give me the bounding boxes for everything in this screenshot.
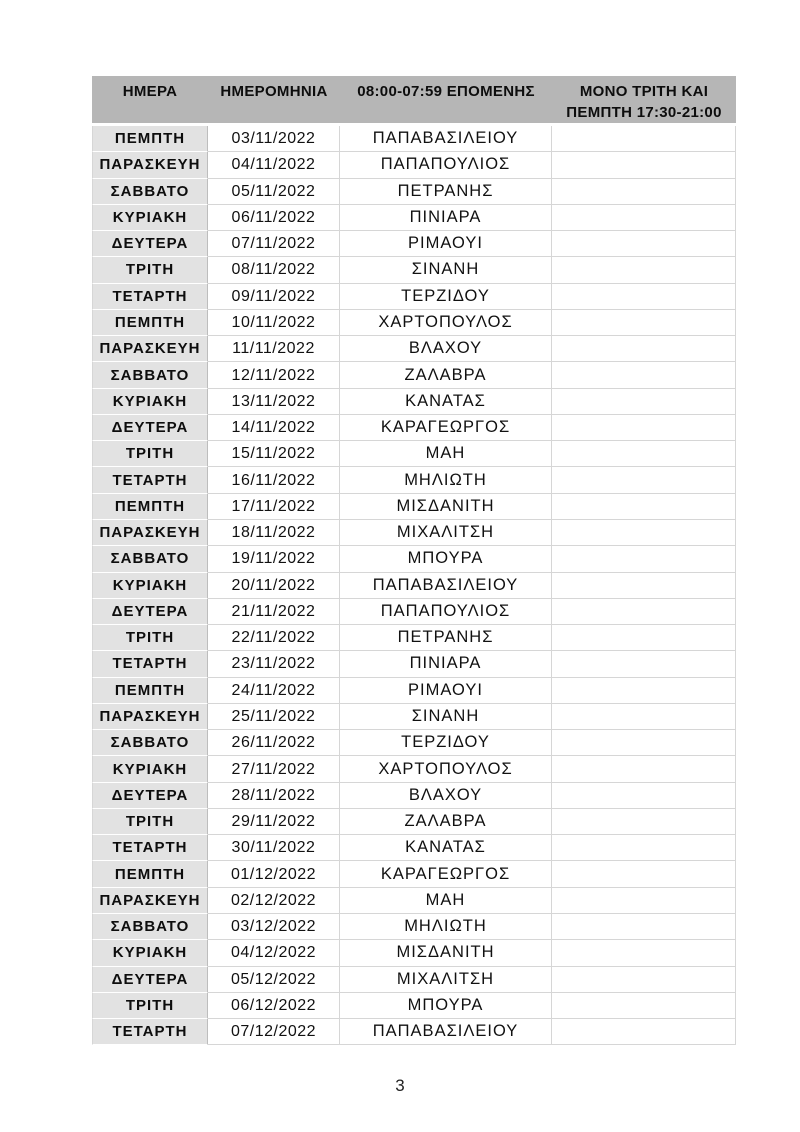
cell-day: ΠΕΜΠΤΗ [92,678,208,704]
cell-evening [552,389,736,415]
cell-name: ΠΑΠΑΠΟΥΛΙΟΣ [340,599,552,625]
cell-name: ΚΑΡΑΓΕΩΡΓΟΣ [340,415,552,441]
cell-date: 07/11/2022 [208,231,340,257]
table-row [92,310,736,336]
cell-name: ΜΠΟΥΡΑ [340,546,552,572]
table-row [92,625,736,651]
cell-name: ΚΑΡΑΓΕΩΡΓΟΣ [340,861,552,887]
cell-name: ΤΕΡΖΙΔΟΥ [340,730,552,756]
cell-evening [552,546,736,572]
cell-evening [552,678,736,704]
cell-date: 27/11/2022 [208,756,340,782]
cell-date: 07/12/2022 [208,1019,340,1045]
cell-evening [552,231,736,257]
table-row [92,599,736,625]
table-row [92,205,736,231]
cell-name: ΧΑΡΤΟΠΟΥΛΟΣ [340,310,552,336]
cell-date: 12/11/2022 [208,362,340,388]
cell-name: ΧΑΡΤΟΠΟΥΛΟΣ [340,756,552,782]
cell-evening [552,126,736,152]
cell-date: 30/11/2022 [208,835,340,861]
table-row [92,415,736,441]
column-header-day: ΗΜΕΡΑ [92,76,208,126]
cell-day: ΚΥΡΙΑΚΗ [92,756,208,782]
cell-evening [552,783,736,809]
cell-day: ΣΑΒΒΑΤΟ [92,546,208,572]
page-number: 3 [395,1076,405,1095]
cell-evening [552,861,736,887]
cell-date: 20/11/2022 [208,573,340,599]
cell-day: ΠΕΜΠΤΗ [92,310,208,336]
cell-date: 26/11/2022 [208,730,340,756]
cell-name: ΜΑΗ [340,888,552,914]
cell-day: ΠΑΡΑΣΚΕΥΗ [92,888,208,914]
cell-evening [552,415,736,441]
cell-day: ΠΕΜΠΤΗ [92,861,208,887]
table-row [92,861,736,887]
cell-name: ΡΙΜΑΟΥΙ [340,231,552,257]
cell-evening [552,441,736,467]
cell-day: ΚΥΡΙΑΚΗ [92,940,208,966]
column-header-evening-line1: ΜΟΝΟ ΤΡΙΤΗ ΚΑΙ [579,83,709,100]
cell-name: ΠΕΤΡΑΝΗΣ [340,179,552,205]
cell-name: ΠΕΤΡΑΝΗΣ [340,625,552,651]
table-row [92,546,736,572]
cell-name: ΡΙΜΑΟΥΙ [340,678,552,704]
table-row [92,257,736,283]
cell-day: ΣΑΒΒΑΤΟ [92,914,208,940]
cell-day: ΠΕΜΠΤΗ [92,126,208,152]
cell-day: ΣΑΒΒΑΤΟ [92,730,208,756]
cell-date: 05/11/2022 [208,179,340,205]
cell-date: 25/11/2022 [208,704,340,730]
cell-name: ΜΙΧΑΛΙΤΣΗ [340,967,552,993]
cell-evening [552,993,736,1019]
table-row [92,467,736,493]
table-row [92,940,736,966]
cell-name: ΚΑΝΑΤΑΣ [340,835,552,861]
cell-name: ΒΛΑΧΟΥ [340,336,552,362]
cell-evening [552,257,736,283]
cell-name: ΜΗΛΙΩΤΗ [340,914,552,940]
cell-day: ΤΡΙΤΗ [92,809,208,835]
table-row [92,152,736,178]
cell-evening [552,573,736,599]
cell-name: ΖΑΛΑΒΡΑ [340,809,552,835]
cell-day: ΠΑΡΑΣΚΕΥΗ [92,336,208,362]
cell-day: ΔΕΥΤΕΡΑ [92,231,208,257]
table-row [92,914,736,940]
table-row [92,651,736,677]
cell-day: ΤΕΤΑΡΤΗ [92,284,208,310]
duty-roster-table [92,76,736,1045]
cell-date: 29/11/2022 [208,809,340,835]
cell-name: ΠΙΝΙΑΡΑ [340,205,552,231]
cell-day: ΚΥΡΙΑΚΗ [92,205,208,231]
cell-date: 18/11/2022 [208,520,340,546]
cell-name: ΣΙΝΑΝΗ [340,704,552,730]
cell-date: 13/11/2022 [208,389,340,415]
cell-name: ΠΑΠΑΠΟΥΛΙΟΣ [340,152,552,178]
cell-day: ΤΡΙΤΗ [92,257,208,283]
cell-date: 22/11/2022 [208,625,340,651]
cell-evening [552,284,736,310]
cell-evening [552,835,736,861]
table-row [92,678,736,704]
cell-name: ΜΙΧΑΛΙΤΣΗ [340,520,552,546]
cell-day: ΠΑΡΑΣΚΕΥΗ [92,704,208,730]
table-row [92,730,736,756]
table-row [92,888,736,914]
cell-name: ΜΗΛΙΩΤΗ [340,467,552,493]
cell-day: ΣΑΒΒΑΤΟ [92,179,208,205]
table-row [92,284,736,310]
cell-evening [552,730,736,756]
table-row [92,336,736,362]
cell-evening [552,914,736,940]
table-row [92,967,736,993]
cell-name: ΣΙΝΑΝΗ [340,257,552,283]
cell-date: 15/11/2022 [208,441,340,467]
cell-evening [552,756,736,782]
cell-date: 01/12/2022 [208,861,340,887]
table-row [92,179,736,205]
table-row [92,704,736,730]
column-header-date: ΗΜΕΡΟΜΗΝΙΑ [208,76,340,126]
cell-evening [552,152,736,178]
table-row [92,520,736,546]
table-body [92,126,736,1045]
cell-day: ΔΕΥΤΕΡΑ [92,415,208,441]
cell-name: ΠΙΝΙΑΡΑ [340,651,552,677]
cell-evening [552,179,736,205]
cell-day: ΤΡΙΤΗ [92,993,208,1019]
cell-evening [552,940,736,966]
cell-day: ΤΡΙΤΗ [92,441,208,467]
cell-date: 17/11/2022 [208,494,340,520]
cell-day: ΔΕΥΤΕΡΑ [92,967,208,993]
cell-day: ΔΕΥΤΕΡΑ [92,599,208,625]
table-row [92,389,736,415]
cell-day: ΤΕΤΑΡΤΗ [92,1019,208,1045]
cell-evening [552,520,736,546]
column-header-evening-line2: ΠΕΜΠΤΗ 17:30-21:00 [566,104,722,121]
cell-name: ΚΑΝΑΤΑΣ [340,389,552,415]
cell-day: ΠΑΡΑΣΚΕΥΗ [92,152,208,178]
cell-date: 28/11/2022 [208,783,340,809]
cell-name: ΜΑΗ [340,441,552,467]
cell-name: ΒΛΑΧΟΥ [340,783,552,809]
cell-date: 23/11/2022 [208,651,340,677]
cell-evening [552,494,736,520]
cell-day: ΤΕΤΑΡΤΗ [92,651,208,677]
cell-evening [552,651,736,677]
cell-day: ΔΕΥΤΕΡΑ [92,783,208,809]
cell-date: 06/12/2022 [208,993,340,1019]
cell-evening [552,336,736,362]
cell-day: ΤΕΤΑΡΤΗ [92,835,208,861]
table-row [92,126,736,152]
cell-date: 11/11/2022 [208,336,340,362]
table-row [92,783,736,809]
cell-evening [552,888,736,914]
cell-evening [552,310,736,336]
cell-date: 03/12/2022 [208,914,340,940]
cell-name: ΜΙΣΔΑΝΙΤΗ [340,940,552,966]
cell-day: ΚΥΡΙΑΚΗ [92,573,208,599]
cell-name: ΤΕΡΖΙΔΟΥ [340,284,552,310]
cell-name: ΜΠΟΥΡΑ [340,993,552,1019]
cell-name: ΖΑΛΑΒΡΑ [340,362,552,388]
cell-evening [552,704,736,730]
cell-date: 16/11/2022 [208,467,340,493]
cell-date: 08/11/2022 [208,257,340,283]
table-row [92,993,736,1019]
cell-evening [552,625,736,651]
cell-date: 04/11/2022 [208,152,340,178]
table-row [92,231,736,257]
cell-evening [552,205,736,231]
column-header-shift: 08:00-07:59 ΕΠΟΜΕΝΗΣ [340,76,552,126]
table-row [92,835,736,861]
cell-date: 14/11/2022 [208,415,340,441]
cell-day: ΣΑΒΒΑΤΟ [92,362,208,388]
cell-date: 19/11/2022 [208,546,340,572]
table-row [92,809,736,835]
table-row [92,756,736,782]
cell-date: 24/11/2022 [208,678,340,704]
cell-day: ΠΑΡΑΣΚΕΥΗ [92,520,208,546]
cell-date: 10/11/2022 [208,310,340,336]
cell-evening [552,362,736,388]
table-row [92,494,736,520]
cell-date: 05/12/2022 [208,967,340,993]
cell-name: ΜΙΣΔΑΝΙΤΗ [340,494,552,520]
cell-day: ΠΕΜΠΤΗ [92,494,208,520]
cell-day: ΚΥΡΙΑΚΗ [92,389,208,415]
cell-evening [552,1019,736,1045]
cell-name: ΠΑΠΑΒΑΣΙΛΕΙΟΥ [340,573,552,599]
cell-date: 09/11/2022 [208,284,340,310]
table-row [92,441,736,467]
cell-name: ΠΑΠΑΒΑΣΙΛΕΙΟΥ [340,1019,552,1045]
cell-name: ΠΑΠΑΒΑΣΙΛΕΙΟΥ [340,126,552,152]
table-row [92,573,736,599]
table-row [92,362,736,388]
table-row [92,1019,736,1045]
cell-date: 03/11/2022 [208,126,340,152]
cell-date: 04/12/2022 [208,940,340,966]
cell-evening [552,467,736,493]
cell-date: 21/11/2022 [208,599,340,625]
cell-day: ΤΕΤΑΡΤΗ [92,467,208,493]
cell-evening [552,967,736,993]
table-header-row [92,76,736,126]
cell-evening [552,599,736,625]
cell-day: ΤΡΙΤΗ [92,625,208,651]
column-header-evening [552,76,736,126]
cell-date: 06/11/2022 [208,205,340,231]
cell-evening [552,809,736,835]
cell-date: 02/12/2022 [208,888,340,914]
